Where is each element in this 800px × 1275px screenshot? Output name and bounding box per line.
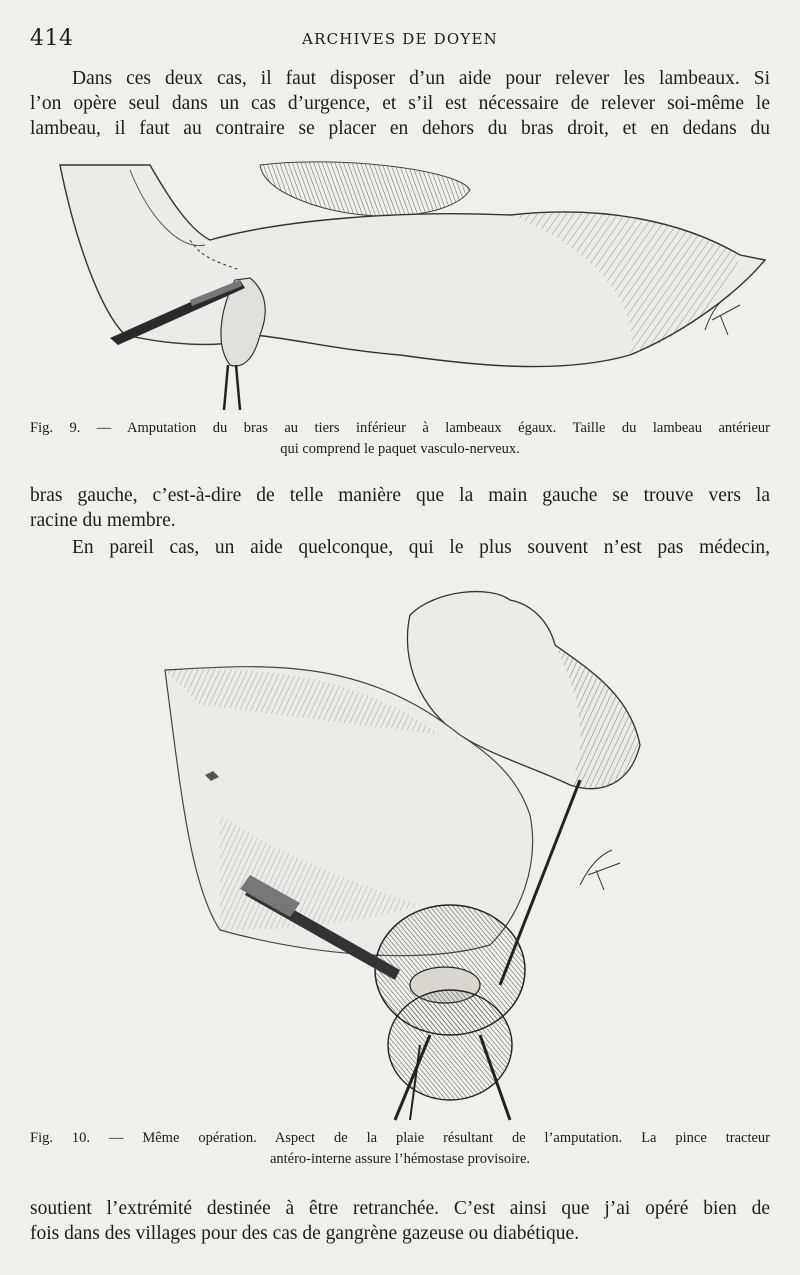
- figure-10-caption: [30, 1128, 770, 1170]
- page-number: 414: [30, 26, 74, 51]
- text-line: fois dans des villages pour des cas de gangrène gazeuse ou diabétique.: [30, 1223, 580, 1244]
- text-line: l’on opère seul dans un cas d’urgence, et s’il est nécessaire de relever soi-même le: [30, 93, 770, 114]
- paragraph-1: [30, 66, 770, 141]
- amputation-wound-illustration: [160, 585, 650, 1125]
- arm-amputation-illustration: [40, 160, 770, 410]
- text-line: bras gauche, c’est-à-dire de telle manière que la main gauche se trouve vers la: [30, 485, 770, 506]
- text-line: racine du membre.: [30, 510, 176, 531]
- paragraph-3: [30, 535, 770, 560]
- paragraph-2: [30, 483, 770, 533]
- text-line: soutient l’extrémité destinée à être retranchée. C’est ainsi que j’ai opéré bien de: [30, 1198, 770, 1219]
- running-head: [30, 26, 770, 52]
- text-line: Dans ces deux cas, il faut disposer d’un aide pour relever les lambeaux. Si: [72, 68, 770, 89]
- figure-10-engraving: [160, 585, 650, 1125]
- text-line: lambeau, il faut au contraire se placer en dehors du bras droit, et en dedans du: [30, 118, 770, 139]
- figure-9-engraving: [40, 160, 770, 410]
- caption-line: qui comprend le paquet vasculo-nerveux.: [280, 441, 520, 457]
- figure-9-caption: [30, 418, 770, 460]
- running-title: ARCHIVES DE DOYEN: [302, 30, 498, 48]
- caption-line: antéro-interne assure l’hémostase provisoire.: [269, 1151, 531, 1167]
- caption-line: Fig. 9. — Amputation du bras au tiers inférieur à lambeaux égaux. Taille du lambeau antérieur: [30, 420, 770, 436]
- text-line: En pareil cas, un aide quelconque, qui le plus souvent n’est pas médecin,: [72, 537, 770, 558]
- paragraph-4: [30, 1196, 770, 1246]
- caption-line: Fig. 10. — Même opération. Aspect de la plaie résultant de l’amputation. La pince tracteur: [30, 1130, 770, 1146]
